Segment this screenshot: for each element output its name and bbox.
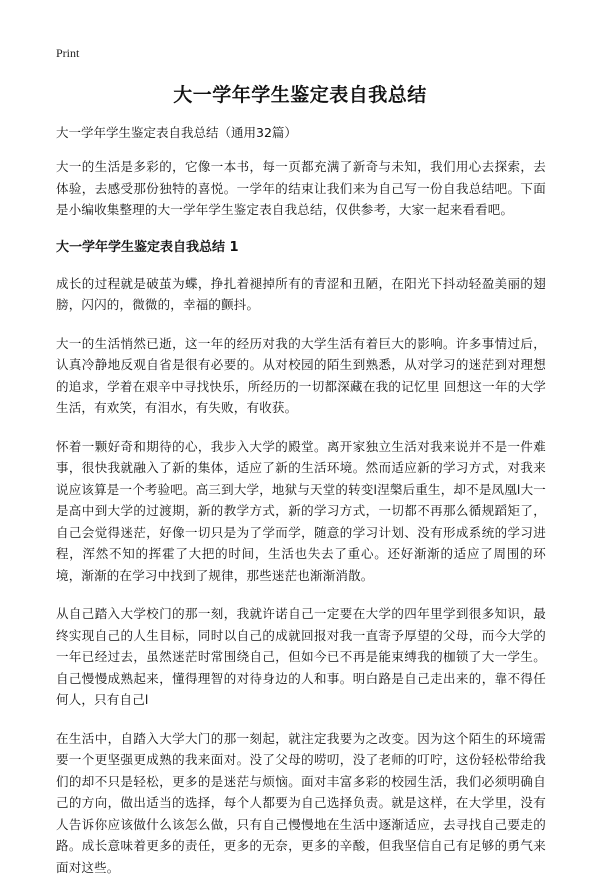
intro-paragraph: 大一的生活是多彩的，它像一本书，每一页都充满了新奇与未知，我们用心去探索，去体验，去感受那份独特的喜悦。一学年的结束让我们来为自己写一份自我总结吧。下面是小编收集整理的大一学年学生鉴定表自我总结，仅供参考，大家一起来看看吧。 xyxy=(56,159,546,217)
body-paragraph: 从自己踏入大学校门的那一刻，我就许诺自己一定要在大学的四年里学到很多知识，最终实现自己的人生目标，同时以自己的成就回报对我一直寄予厚望的父母，而今大学的一年已经过去，虽然迷茫时常围绕自己，但如今已不再是能束缚我的枷锁了大一学生。自己慢慢成熟起来，懂得理智的对待身边的人和事。明白路是自己走出来的，靠不得任何人，只有自己l xyxy=(56,606,546,707)
section-heading: 大一学年学生鉴定表自我总结 1 xyxy=(56,239,239,255)
article-body xyxy=(56,123,546,895)
body-paragraph: 怀着一颗好奇和期待的心，我步入大学的殿堂。离开家独立生活对我来说并不是一件难事，很快我就融入了新的集体，适应了新的生活环境。然而适应新的学习方式，对我来说应该算是一个考验吧。高三到大学，地狱与天堂的转变l涅槃后重生，却不是凤凰l大一是高中到大学的过渡期，新的教学方式，新的学习方式，一切都不再那么循规蹈矩了，自己会觉得迷茫，好像一切只是为了学而学，随意的学习计划、没有形成系统的学习进程，浑然不知的挥霍了大把的时间，生活也失去了重心。还好渐渐的适应了周围的环境，渐渐的在学习中找到了规律，那些迷茫也渐渐消散。 xyxy=(56,438,546,583)
page-title: 大一学年学生鉴定表自我总结 xyxy=(173,84,427,106)
body-paragraph: 在生活中，自踏入大学大门的那一刻起，就注定我要为之改变。因为这个陌生的环境需要一个更坚强更成熟的我来面对。没了父母的唠叨，没了老师的叮咛，这份轻松带给我们的却不只是轻松，更多的是迷茫与烦恼。面对丰富多彩的校园生活，我们必须明确自己的方向，做出适当的选择，每个人都要为自己选择负责。就是这样，在大学里，没有人告诉你应该做什么该怎么做，只有自己慢慢地在生活中逐渐适应，去寻找自己要走的路。成长意味着更多的责任，更多的无奈，更多的辛酸，但我坚信自己有足够的勇气来面对这些。 xyxy=(56,730,546,875)
body-paragraph: 大一的生活悄然已逝，这一年的经历对我的大学生活有着巨大的影响。许多事情过后，认真冷静地反观自省是很有必要的。从对校园的陌生到熟悉，从对学习的迷茫到对理想的追求，学着在艰辛中寻找快乐，所经历的一切都深藏在我的记忆里 回想这一年的大学生活，有欢笑，有泪水，有失败，有收获。 xyxy=(56,335,546,415)
body-paragraph: 成长的过程就是破茧为蝶，挣扎着褪掉所有的青涩和丑陋，在阳光下抖动轻盈美丽的翅膀，闪闪的，微微的，幸福的颤抖。 xyxy=(56,275,546,312)
document-subtitle: 大一学年学生鉴定表自我总结（通用32篇） xyxy=(56,125,297,140)
print-link[interactable]: Print xyxy=(56,46,80,60)
